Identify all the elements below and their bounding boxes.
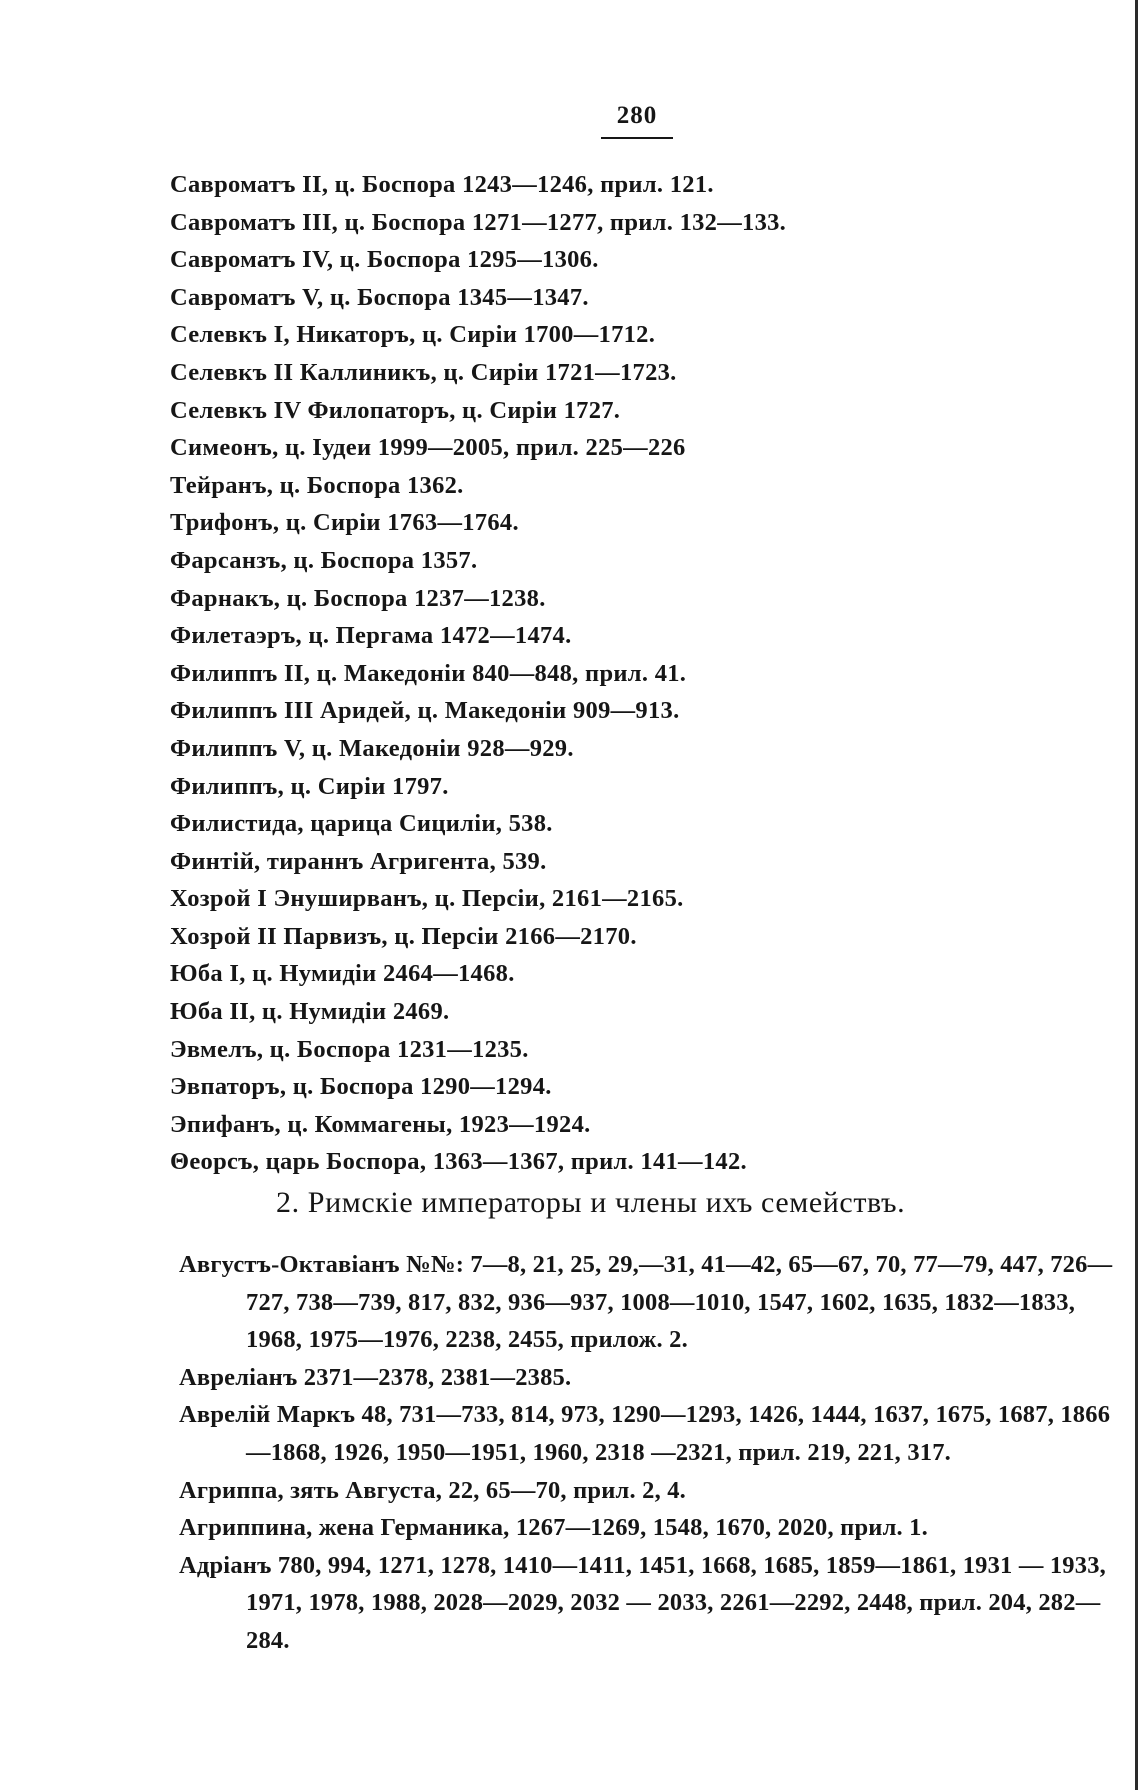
page-edge-line xyxy=(1135,0,1138,1790)
page-number-underline xyxy=(601,137,673,139)
list-item: Хозрой II Парвизъ, ц. Персіи 2166—2170. xyxy=(170,922,637,950)
list-item: Филистида, царица Сициліи, 538. xyxy=(170,810,553,838)
list-item: Эвпаторъ, ц. Боспора 1290—1294. xyxy=(170,1073,552,1101)
list-item: Селевкъ II Каллиникъ, ц. Сиріи 1721—1723. xyxy=(170,358,677,386)
list-item: Агриппа, зять Августа, 22, 65—70, прил. 2, 4. xyxy=(179,1476,686,1504)
list-item: Авреліанъ 2371—2378, 2381—2385. xyxy=(179,1363,572,1391)
list-item: Савроматъ V, ц. Боспора 1345—1347. xyxy=(170,283,589,311)
list-item: Селевкъ I, Никаторъ, ц. Сиріи 1700—1712. xyxy=(170,321,656,349)
list-item: Θеорсъ, царь Боспора, 1363—1367, прил. 141—142. xyxy=(170,1148,747,1176)
list-item: Аврелій Маркъ 48, 731—733, 814, 973, 1290—1293, 1426, 1444, 1637, 1675, 1687, 1866—1868, 1926, 1950—1951, 1960, 2318 —2321, прил. 219, 221, 317. xyxy=(179,1401,1111,1466)
list-item: Агриппина, жена Германика, 1267—1269, 1548, 1670, 2020, прил. 1. xyxy=(179,1514,928,1542)
list-item: Адріанъ 780, 994, 1271, 1278, 1410—1411, 1451, 1668, 1685, 1859—1861, 1931 — 1933, 1971, 1978, 1988, 2028—2029, 2032 — 2033, 2261—2292, 2448, прил. 204, 282—284. xyxy=(179,1551,1106,1654)
list-item: Хозрой I Энуширванъ, ц. Персіи, 2161—2165. xyxy=(170,885,684,913)
list-item: Августъ-Октавіанъ №№: 7—8, 21, 25, 29,—31, 41—42, 65—67, 70, 77—79, 447, 726—727, 738—739, 817, 832, 936—937, 1008—1010, 1547, 1602, 1635, 1832—1833, 1968, 1975—1976, 2238, 2455, прилож. 2. xyxy=(179,1251,1113,1354)
list-item: Эпифанъ, ц. Коммагены, 1923—1924. xyxy=(170,1110,591,1138)
list-item: Савроматъ III, ц. Боспора 1271—1277, прил. 132—133. xyxy=(170,208,787,236)
list-item: Савроматъ II, ц. Боспора 1243—1246, прил. 121. xyxy=(170,171,714,198)
list-item: Симеонъ, ц. Іудеи 1999—2005, прил. 225—226 xyxy=(170,434,686,462)
list-item: Фарсанзъ, ц. Боспора 1357. xyxy=(170,546,478,574)
emperors-list xyxy=(179,1246,1119,1660)
rulers-list xyxy=(170,166,786,1181)
list-item: Филетаэръ, ц. Пергама 1472—1474. xyxy=(170,622,572,650)
list-item: Филиппъ, ц. Сиріи 1797. xyxy=(170,772,449,800)
section-heading: 2. Римскіе императоры и члены ихъ семействъ. xyxy=(276,1186,906,1219)
page-number: 280 xyxy=(616,102,658,129)
list-item: Тейранъ, ц. Боспора 1362. xyxy=(170,471,464,499)
list-item: Юба I, ц. Нумидіи 2464—1468. xyxy=(170,960,515,988)
list-item: Фарнакъ, ц. Боспора 1237—1238. xyxy=(170,584,546,612)
list-item: Селевкъ IV Филопаторъ, ц. Сиріи 1727. xyxy=(170,396,621,424)
list-item: Савроматъ IV, ц. Боспора 1295—1306. xyxy=(170,246,599,274)
list-item: Трифонъ, ц. Сиріи 1763—1764. xyxy=(170,509,519,537)
list-item: Филиппъ III Аридей, ц. Македоніи 909—913. xyxy=(170,697,680,725)
list-item: Филиппъ V, ц. Македоніи 928—929. xyxy=(170,734,574,762)
list-item: Филиппъ II, ц. Македоніи 840—848, прил. 41. xyxy=(170,659,687,687)
list-item: Финтій, тираннъ Агригента, 539. xyxy=(170,847,547,875)
list-item: Юба II, ц. Нумидіи 2469. xyxy=(170,998,450,1026)
list-item: Эвмелъ, ц. Боспора 1231—1235. xyxy=(170,1035,529,1063)
